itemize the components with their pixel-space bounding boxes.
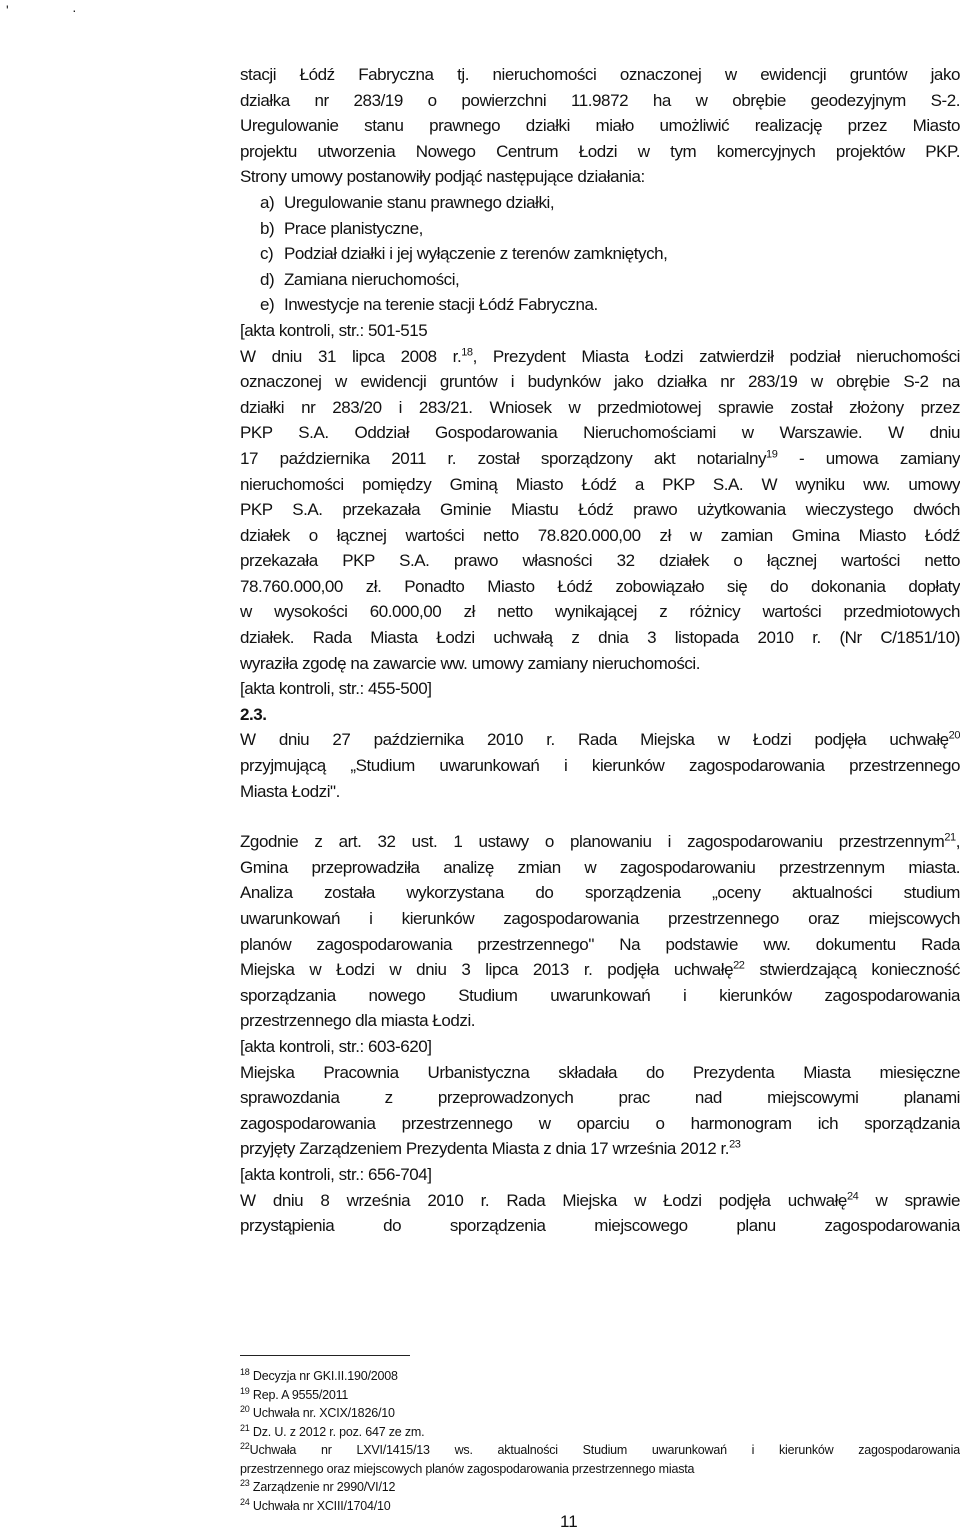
text-line <box>240 727 960 753</box>
text-line: projektu utworzenia Nowego Centrum Łodzi w tym komercyjnych projektów PKP. <box>240 141 960 161</box>
line-end: - umowa zamiany <box>777 448 960 468</box>
footnote <box>240 1497 960 1516</box>
text-line: Miasta Łodzi". <box>240 781 340 801</box>
text-line: przyjmującą „Studium uwarunkowań i kierunków zagospodarowania przestrzennego <box>240 756 960 776</box>
reference-note: [akta kontroli, str.: 501-515 <box>240 320 428 340</box>
page-number: 11 <box>560 1512 578 1531</box>
list-label: a) <box>260 192 275 212</box>
footnote-continuation: przestrzennego oraz miejscowych planów zagospodarowania przestrzennego miasta <box>240 1461 695 1476</box>
footnote-text: Rep. A 9555/2011 <box>252 1387 349 1402</box>
list-item <box>240 267 960 293</box>
footnote-ref: 18 <box>461 345 473 358</box>
text-line: zagospodarowania przestrzennego w oparciu o harmonogram ich sporządzania <box>240 1113 960 1133</box>
list-label: d) <box>260 269 275 289</box>
text-line <box>240 446 960 472</box>
line-start: 17 października 2011 r. został sporządzony akt notarialny <box>240 448 767 468</box>
footnote-ref: 19 <box>766 448 778 461</box>
text-line: Gmina przeprowadziła analizę zmian w zagospodarowaniu przestrzennym miasta. <box>240 857 960 877</box>
footnote-text: Zarządzenie nr 2990/VI/12 <box>252 1480 396 1494</box>
list-text: Inwestycje na terenie stacji Łódź Fabryczna. <box>284 295 598 315</box>
footnote-number: 22 <box>240 1440 250 1451</box>
footnote-separator <box>240 1355 410 1356</box>
line-start: przyjęty Zarządzeniem Prezydenta Miasta z dnia 17 września 2012 r. <box>240 1139 730 1159</box>
text-line: planów zagospodarowania przestrzennego" Na podstawie ww. dokumentu Rada <box>240 934 960 954</box>
paragraph-studium <box>240 727 960 804</box>
text-line: Analiza została wykorzystana do sporządzenia „oceny aktualności studium <box>240 883 960 903</box>
line-start: W dniu 8 września 2010 r. Rada Miejska w Łodzi podjęła uchwałę <box>240 1190 847 1210</box>
footnote <box>240 1386 960 1405</box>
list-text: Uregulowanie stanu prawnego działki, <box>284 192 555 212</box>
footnote-text: Dz. U. z 2012 r. poz. 647 ze zm. <box>252 1424 425 1439</box>
text-line: Uregulowanie stanu prawnego działki miało umożliwić realizację przez Miasto <box>240 116 960 136</box>
footnote-number: 19 <box>240 1385 250 1396</box>
text-line: nieruchomości pomiędzy Gminą Miasto Łódź a PKP S.A. W wyniku ww. umowy <box>240 474 960 494</box>
footnote-number: 23 <box>240 1477 250 1488</box>
text-line: oznaczonej w ewidencji gruntów i budynków jako działka nr 283/19 w obrębie S-2 na <box>240 372 960 392</box>
footnote-text: Uchwała nr. XCIX/1826/10 <box>252 1406 395 1420</box>
text-line: działki nr 283/20 i 283/21. Wniosek w przedmiotowej sprawie został złożony przez <box>240 397 960 417</box>
footnote-number: 20 <box>240 1403 250 1414</box>
paragraph-gap <box>240 804 960 829</box>
footnote-ref: 24 <box>846 1189 859 1202</box>
scan-mark-right: · <box>72 2 77 18</box>
text-line: przestrzennego dla miasta Łodzi. <box>240 1011 476 1031</box>
footnote-ref: 22 <box>733 959 745 972</box>
list-text: Zamiana nieruchomości, <box>284 269 460 289</box>
paragraph-division <box>240 344 960 677</box>
text-line <box>240 344 960 370</box>
list-item <box>240 292 960 318</box>
list-text: Podział działki i jej wyłączenie z terenów zamkniętych, <box>284 244 668 264</box>
footnote-text: Uchwała nr XCIII/1704/10 <box>252 1498 391 1513</box>
footnotes <box>240 1367 960 1515</box>
text-line <box>240 1136 960 1162</box>
reference-note: [akta kontroli, str.: 455-500] <box>240 679 432 699</box>
text-line: stacji Łódź Fabryczna tj. nieruchomości oznaczonej w ewidencji gruntów jako <box>240 65 960 84</box>
text-line: 78.760.000,00 zł. Ponadto Miasto Łódź zobowiązało się do dokonania dopłaty <box>240 576 960 596</box>
list-item <box>240 216 960 242</box>
line-end: , <box>955 832 960 852</box>
text-line: działek o łącznej wartości netto 78.820.000,00 zł w zamian Gmina Miasto Łódź <box>240 525 960 545</box>
footnote <box>240 1478 960 1497</box>
text-line: w wysokości 60.000,00 zł netto wynikającej z różnicy wartości przedmiotowych <box>240 602 960 622</box>
text-line: Strony umowy postanowiły podjąć następujące działania: <box>240 167 645 187</box>
list-label: e) <box>260 295 275 315</box>
text-line: PKP S.A. przekazała Gminie Miastu Łódź prawo użytkowania wieczystego dwóch <box>240 500 960 520</box>
paragraph-plan <box>240 1188 960 1239</box>
paragraph-reports <box>240 1060 960 1162</box>
list-label: b) <box>260 218 275 238</box>
line-start: W dniu 31 lipca 2008 r. <box>240 346 462 366</box>
text-line: PKP S.A. Oddział Gospodarowania Nieruchomościami w Warszawie. W dniu <box>240 423 960 443</box>
list-item <box>240 190 960 216</box>
footnote-ref: 23 <box>729 1138 741 1151</box>
footnote-number: 21 <box>240 1422 250 1433</box>
footnote <box>240 1367 960 1386</box>
text-line <box>240 829 960 855</box>
actions-list <box>240 190 960 318</box>
footnote-text: Decyzja nr GKI.II.190/2008 <box>252 1369 398 1383</box>
text-line: przystąpienia do sporządzenia miejscowego planu zagospodarowania <box>240 1216 960 1236</box>
paragraph-agreement <box>240 62 960 190</box>
footnote-text: Uchwała nr LXVI/1415/13 ws. aktualności Studium uwarunkowań i kierunków zagospodarowania <box>249 1443 960 1457</box>
text-line <box>240 1188 960 1214</box>
line-start: Zgodnie z art. 32 ust. 1 ustawy o planowaniu i zagospodarowaniu przestrzennym <box>240 832 945 852</box>
line-start: Miejska w Łodzi w dniu 3 lipca 2013 r. podjęła uchwałę <box>240 960 734 980</box>
list-item <box>240 241 960 267</box>
footnote-number: 18 <box>240 1366 250 1377</box>
text-line: uwarunkowań i kierunków zagospodarowania przestrzennego oraz miejscowych <box>240 909 960 928</box>
text-line: sprawozdania z przeprowadzonych prac nad miejscowymi planami <box>240 1088 960 1108</box>
text-line: sporządzania nowego Studium uwarunkowań i kierunków zagospodarowania <box>240 985 960 1005</box>
reference-note: [akta kontroli, str.: 603-620] <box>240 1036 432 1056</box>
paragraph-analysis <box>240 829 960 1034</box>
reference-note: [akta kontroli, str.: 656-704] <box>240 1164 432 1184</box>
line-end: stwierdzającą konieczność <box>744 960 960 980</box>
scan-mark-left: ' <box>6 2 9 18</box>
body-text <box>240 62 960 1239</box>
text-line <box>240 957 960 983</box>
line-end: w sprawie <box>858 1190 960 1210</box>
footnote <box>240 1441 960 1460</box>
list-label: c) <box>260 244 274 264</box>
footnote <box>240 1404 960 1423</box>
text-line: działka nr 283/19 o powierzchni 11.9872 ha w obrębie geodezyjnym S-2. <box>240 90 960 110</box>
text-line: przekazała PKP S.A. prawo własności 32 działek o łącznej wartości netto <box>240 551 960 571</box>
footnote-number: 24 <box>240 1496 250 1507</box>
line-end: , Prezydent Miasta Łodzi zatwierdził podział nieruchomości <box>472 346 960 366</box>
footnote-ref: 21 <box>944 831 956 844</box>
footnote-ref: 20 <box>948 729 960 742</box>
footnote <box>240 1423 960 1442</box>
list-text: Prace planistyczne, <box>284 218 423 238</box>
text-line: działek. Rada Miasta Łodzi uchwałą z dnia 3 listopada 2010 r. (Nr C/1851/10) <box>240 628 960 648</box>
text-line: wyraziła zgodę na zawarcie ww. umowy zamiany nieruchomości. <box>240 653 701 673</box>
section-heading: 2.3. <box>240 704 267 724</box>
line-start: W dniu 27 października 2010 r. Rada Miejska w Łodzi podjęła uchwałę <box>240 730 949 750</box>
text-line: Miejska Pracownia Urbanistyczna składała do Prezydenta Miasta miesięczne <box>240 1062 960 1082</box>
